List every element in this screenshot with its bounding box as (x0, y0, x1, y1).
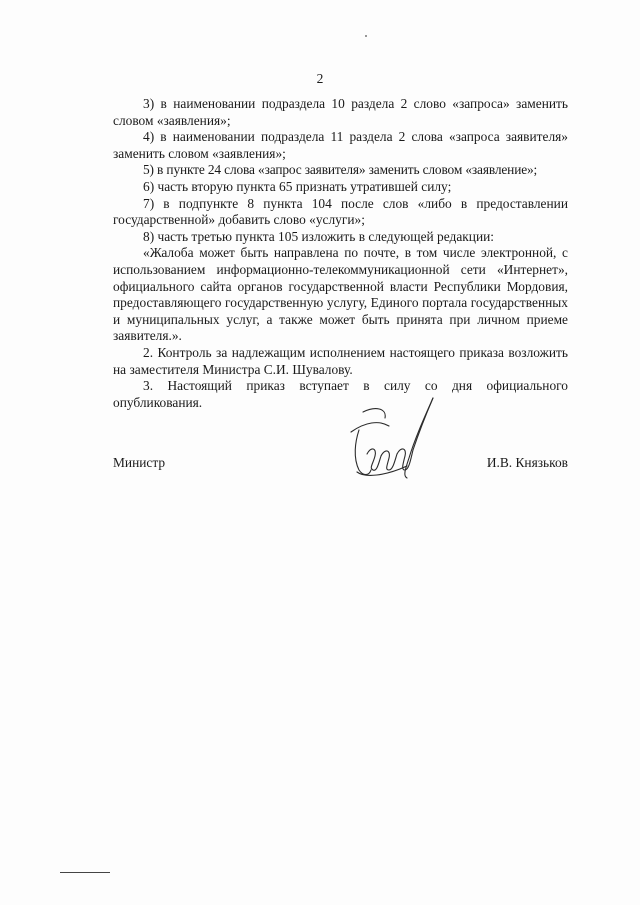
position-title: Министр (113, 455, 166, 470)
signature-row (113, 455, 568, 475)
footnote-divider (60, 872, 110, 873)
list-item-4: 4) в наименовании подраздела 11 раздела 2 слова «запроса заявителя» заменить словом «заявления»; (113, 129, 568, 161)
signer-name: И.В. Князьков (486, 455, 568, 470)
list-item-6: 6) часть вторую пункта 65 признать утратившей силу; (143, 178, 452, 194)
list-item-5: 5) в пункте 24 слова «запрос заявителя» заменить словом «заявление»; (143, 162, 538, 178)
clause-2-control: 2. Контроль за надлежащим исполнением настоящего приказа возложить на заместителя Министра С.И. Шувалову. (113, 344, 568, 377)
page-number: 2 (316, 71, 324, 86)
list-item-7: 7) в подпункте 8 пункта 104 после слов «либо в предоставлении государственной» добавить слово «услуги»; (113, 195, 568, 228)
list-item-8: 8) часть третью пункта 105 изложить в следующей редакции: (143, 228, 495, 244)
list-item-3: 3) в наименовании подраздела 10 раздела 2 слово «запроса» заменить словом «заявления»; (113, 96, 568, 128)
quoted-amendment: «Жалоба может быть направлена по почте, в том числе электронной, с использованием информационно-телекоммуникационной сети «Интернет», официального сайта органов государственной власти Республики Мордовия, предоставляющего государственную услугу, Единого портала государственных и муниципальных услуг, а также может быть принята при личном приеме заявителя.». (113, 245, 568, 344)
scan-speck (365, 35, 367, 37)
clause-3-effective-date: 3. Настоящий приказ вступает в силу со дня официального опубликования. (113, 378, 568, 410)
document-body (113, 96, 568, 411)
handwritten-signature (345, 392, 435, 487)
